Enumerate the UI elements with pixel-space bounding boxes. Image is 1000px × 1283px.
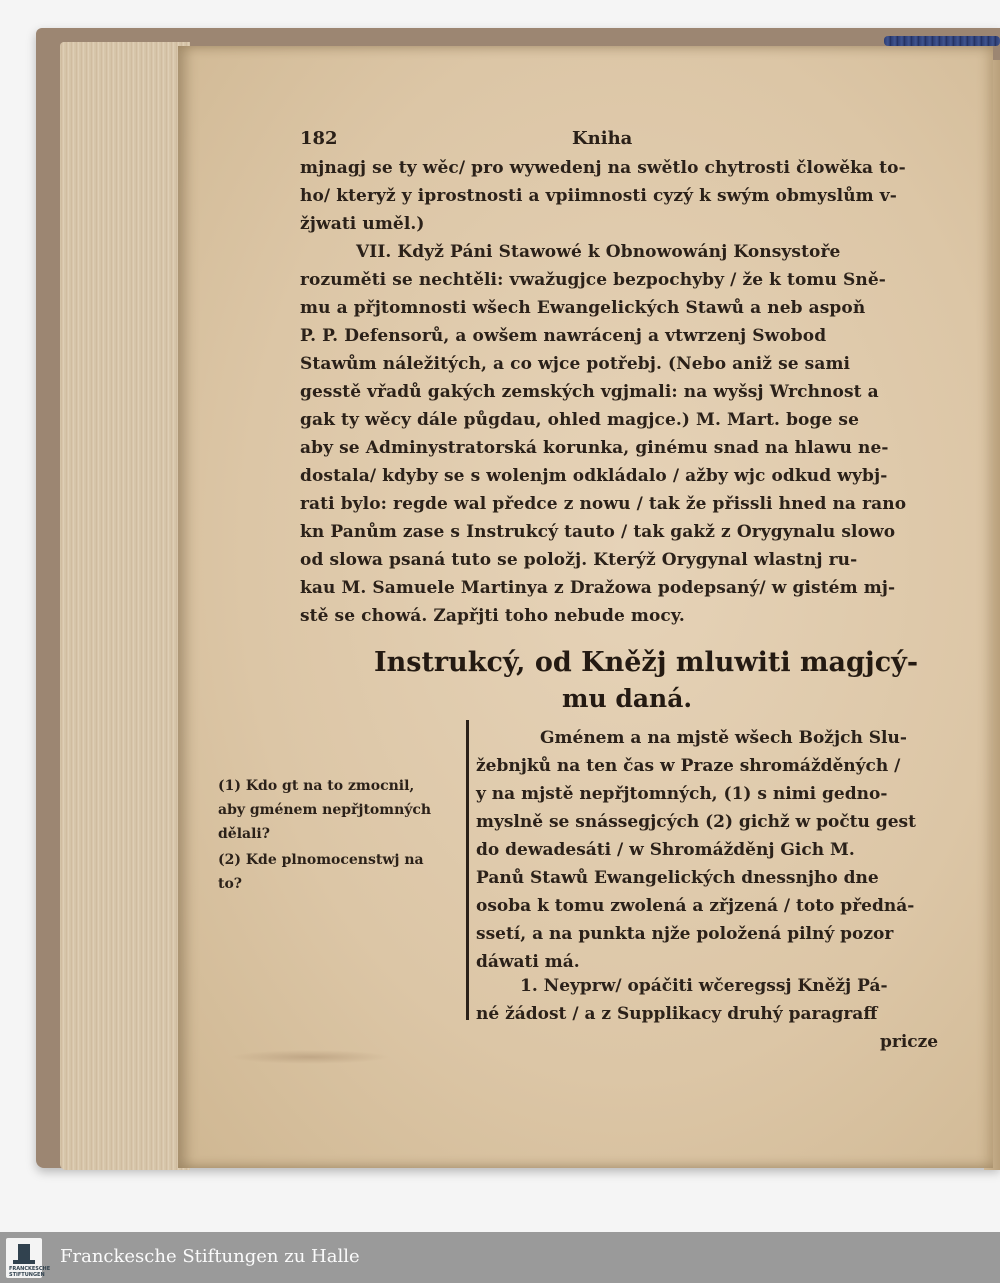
body-line: aby se Adminystratorská korunka, ginému snad na hlawu ne- <box>300 438 889 458</box>
institution-name[interactable]: Franckesche Stiftungen zu Halle <box>60 1246 360 1267</box>
body-line: kn Panům zase s Instrukcý tauto / tak gakž z Orygynalu slowo <box>300 522 896 542</box>
main-column-line: do dewadesáti / w Shromážděnj Gich M. <box>476 840 855 860</box>
side-note-line: dělali? <box>218 826 270 842</box>
page-header <box>300 128 960 152</box>
body-line: gak ty wěcy dále půgdau, ohled magjce.) M. Mart. boge se <box>300 410 860 430</box>
main-column-line: Gménem a na mjstě wšech Božjch Slu- <box>540 728 907 748</box>
main-column-line: 1. Neyprw/ opáčiti wčeregssj Kněžj Pá- <box>520 976 888 996</box>
institution-logo-icon[interactable] <box>6 1238 51 1278</box>
logo-caption: FRANCKESCHE STIFTUNGEN <box>9 1266 51 1278</box>
main-column-line: myslně se snássegjcých (2) gichž w počtu gest <box>476 812 916 832</box>
body-line: kau M. Samuele Martinya z Dražowa podepsaný/ w gistém mj- <box>300 578 896 598</box>
side-note-line: (1) Kdo gt na to zmocnil, <box>218 778 415 794</box>
main-column-line: dáwati má. <box>476 952 580 972</box>
side-note-line: to? <box>218 876 243 892</box>
main-column-line: y na mjstě nepřjtomných, (1) s nimi gedno- <box>476 784 888 804</box>
body-line: gesstě vřadů gakých zemských vgjmali: na wyšsj Wrchnost a <box>300 382 879 402</box>
body-line: rati bylo: regde wal předce z nowu / tak že přissli hned na rano <box>300 494 907 514</box>
body-line: mjnagj se ty wěc/ pro wywedenj na swětlo chytrosti člowěka to- <box>300 158 906 178</box>
footer-bar <box>0 1232 1000 1283</box>
body-line: rozuměti se nechtěli: vwažugjce bezpochyby / že k tomu Sně- <box>300 270 886 290</box>
body-line: mu a přjtomnosti wšech Ewangelických Stawů a neb aspoň <box>300 298 866 318</box>
body-line: Stawům náležitých, a co wjce potřebj. (Nebo aniž se sami <box>300 354 851 374</box>
main-column-line: né žádost / a z Supplikacy druhý paragraff <box>476 1004 878 1024</box>
running-head: Kniha <box>572 128 633 149</box>
section-heading-line1: Instrukcý, od Kněžj mluwiti magjcý- <box>374 647 919 678</box>
main-column-line: ssetí, a na punkta njže položená pilný pozor <box>476 924 894 944</box>
body-line: od slowa psaná tuto se položj. Kterýž Orygynal wlastnj ru- <box>300 550 858 570</box>
catchword: pricze <box>880 1032 939 1052</box>
page-stack-left <box>60 42 190 1170</box>
ribbon-bookmark <box>884 36 1000 46</box>
tower-icon <box>18 1244 30 1260</box>
section-heading-line2: mu daná. <box>562 684 693 713</box>
section-heading <box>374 645 934 717</box>
page-number: 182 <box>300 128 338 149</box>
body-line: žjwati uměl.) <box>300 214 425 234</box>
main-column-line: osoba k tomu zwolená a zřjzená / toto předná- <box>476 896 915 916</box>
column-divider <box>466 720 469 1020</box>
main-column-line: žebnjků na ten čas w Praze shromážděných / <box>476 756 901 776</box>
body-line: VII. Když Páni Stawowé k Obnowowánj Konsystoře <box>356 242 841 262</box>
main-column-line: Panů Stawů Ewangelických dnessnjho dne <box>476 868 879 888</box>
body-line: ho/ kteryž y iprostnosti a vpiimnosti cyzý k swým obmyslům v- <box>300 186 897 206</box>
logo-base <box>13 1260 35 1264</box>
body-line: P. P. Defensorů, a owšem nawrácenj a vtwrzenj Swobod <box>300 326 827 346</box>
body-line: dostala/ kdyby se s wolenjm odkládalo / ažby wjc odkud wybj- <box>300 466 888 486</box>
side-note-line: aby gménem nepřjtomných <box>218 802 432 818</box>
ink-smudge <box>230 1050 390 1064</box>
body-line: stě se chowá. Zapřjti toho nebude mocy. <box>300 606 685 626</box>
side-note-line: (2) Kde plnomocenstwj na <box>218 852 424 868</box>
